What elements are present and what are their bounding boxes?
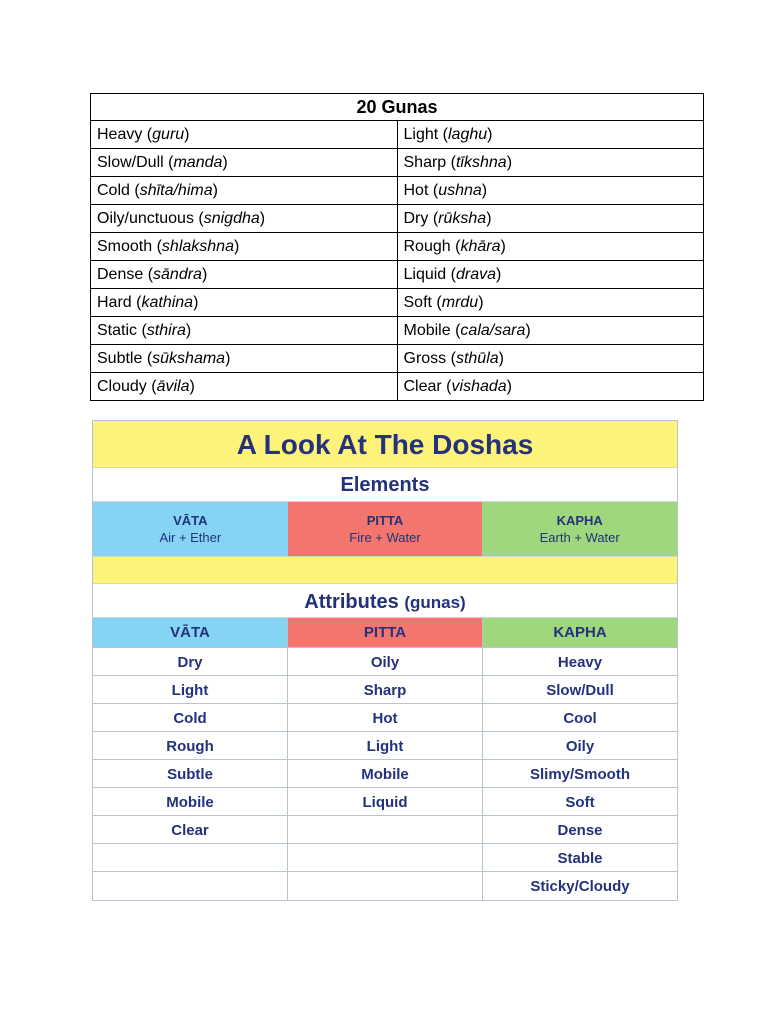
gunas-row [91, 177, 704, 205]
attribute-cell-vata: Rough [93, 732, 288, 760]
element-cell-kapha [482, 502, 677, 556]
attribute-cell-pitta: Liquid [288, 788, 483, 816]
attribute-cell-pitta: Hot [288, 704, 483, 732]
guna-english: Oily/unctuous [97, 209, 194, 227]
element-cell-vata [93, 502, 288, 556]
guna-right-cell: Gross (sthūla) [397, 345, 704, 373]
guna-right-cell: Mobile (cala/sara) [397, 317, 704, 345]
doshas-infographic [92, 420, 678, 901]
attribute-cell-pitta: Mobile [288, 760, 483, 788]
guna-left-cell: Oily/unctuous (snigdha) [91, 205, 398, 233]
element-composition: Earth + Water [539, 530, 620, 545]
gunas-row [91, 345, 704, 373]
attributes-heading [93, 584, 677, 618]
guna-english: Soft [403, 293, 432, 311]
gunas-row [91, 317, 704, 345]
attribute-cell-kapha: Dense [483, 816, 677, 844]
attribute-row [93, 788, 677, 816]
guna-english: Rough [403, 237, 451, 255]
gunas-row [91, 205, 704, 233]
column-header-kapha: KAPHA [483, 618, 677, 648]
guna-left-cell: Cold (shīta/hima) [91, 177, 398, 205]
attribute-row [93, 676, 677, 704]
attribute-cell-pitta: Oily [288, 648, 483, 676]
attributes-subheading: (gunas) [404, 593, 466, 612]
guna-english: Heavy [97, 125, 143, 143]
element-cell-pitta [288, 502, 483, 556]
gunas-row [91, 149, 704, 177]
attribute-cell-kapha: Slow/Dull [483, 676, 677, 704]
guna-english: Cold [97, 181, 130, 199]
guna-right-cell: Sharp (tīkshna) [397, 149, 704, 177]
attribute-cell-vata: Mobile [93, 788, 288, 816]
attribute-cell-vata: Light [93, 676, 288, 704]
guna-sanskrit: snigdha [203, 209, 260, 227]
guna-left-cell: Smooth (shlakshna) [91, 233, 398, 261]
guna-english: Gross [403, 349, 447, 367]
column-header-vata: VĀTA [93, 618, 288, 648]
attribute-row [93, 760, 677, 788]
guna-sanskrit: khāra [460, 237, 501, 255]
guna-left-cell: Subtle (sūkshama) [91, 345, 398, 373]
guna-sanskrit: sthūla [455, 349, 499, 367]
guna-english: Dense [97, 265, 144, 283]
guna-right-cell: Clear (vishada) [397, 373, 704, 401]
guna-sanskrit: sāndra [153, 265, 202, 283]
divider-band [93, 556, 677, 584]
guna-english: Cloudy [97, 377, 147, 395]
attribute-row [93, 872, 677, 900]
gunas-row [91, 233, 704, 261]
guna-english: Smooth [97, 237, 153, 255]
guna-sanskrit: tīkshna [455, 153, 507, 171]
guna-sanskrit: vishada [451, 377, 507, 395]
attribute-cell-vata: Subtle [93, 760, 288, 788]
guna-right-cell: Hot (ushna) [397, 177, 704, 205]
gunas-row [91, 121, 704, 149]
guna-sanskrit: ushna [438, 181, 482, 199]
guna-left-cell: Slow/Dull (manda) [91, 149, 398, 177]
guna-right-cell: Rough (khāra) [397, 233, 704, 261]
column-header-pitta: PITTA [288, 618, 483, 648]
guna-right-cell: Soft (mrdu) [397, 289, 704, 317]
attribute-row [93, 732, 677, 760]
guna-right-cell: Light (laghu) [397, 121, 704, 149]
gunas-body [91, 121, 704, 401]
attribute-cell-vata: Cold [93, 704, 288, 732]
attribute-cell-kapha: Stable [483, 844, 677, 872]
guna-english: Slow/Dull [97, 153, 164, 171]
guna-sanskrit: shlakshna [161, 237, 234, 255]
guna-sanskrit: āvila [156, 377, 190, 395]
attributes-header-row [93, 618, 677, 648]
element-name: PITTA [366, 513, 404, 528]
guna-english: Liquid [403, 265, 447, 283]
guna-english: Light [403, 125, 439, 143]
gunas-title: 20 Gunas [91, 94, 704, 121]
guna-sanskrit: cala/sara [460, 321, 526, 339]
gunas-title-row [91, 94, 704, 121]
guna-sanskrit: kathina [141, 293, 194, 311]
element-name: VĀTA [173, 513, 208, 528]
guna-english: Static [97, 321, 138, 339]
guna-left-cell: Dense (sāndra) [91, 261, 398, 289]
gunas-row [91, 373, 704, 401]
guna-left-cell: Hard (kathina) [91, 289, 398, 317]
attribute-cell-pitta [288, 816, 483, 844]
attribute-cell-pitta: Sharp [288, 676, 483, 704]
guna-sanskrit: drava [455, 265, 497, 283]
attribute-cell-kapha: Oily [483, 732, 677, 760]
attribute-cell-kapha: Heavy [483, 648, 677, 676]
elements-row [93, 502, 677, 556]
element-composition: Air + Ether [159, 530, 222, 545]
element-name: KAPHA [556, 513, 603, 528]
elements-heading: Elements [93, 468, 677, 502]
attribute-cell-pitta [288, 844, 483, 872]
guna-english: Dry [403, 209, 429, 227]
guna-sanskrit: manda [173, 153, 223, 171]
attribute-cell-vata: Dry [93, 648, 288, 676]
guna-sanskrit: guru [152, 125, 185, 143]
guna-sanskrit: sūkshama [152, 349, 226, 367]
guna-left-cell: Cloudy (āvila) [91, 373, 398, 401]
guna-english: Hot [403, 181, 429, 199]
doshas-title: A Look At The Doshas [93, 421, 677, 468]
guna-right-cell: Dry (rūksha) [397, 205, 704, 233]
attribute-row [93, 816, 677, 844]
gunas-row [91, 261, 704, 289]
attribute-row [93, 844, 677, 872]
attribute-row [93, 648, 677, 676]
attribute-cell-pitta: Light [288, 732, 483, 760]
guna-left-cell: Static (sthira) [91, 317, 398, 345]
guna-sanskrit: mrdu [441, 293, 479, 311]
gunas-row [91, 289, 704, 317]
attribute-cell-vata [93, 872, 288, 900]
guna-left-cell: Heavy (guru) [91, 121, 398, 149]
attributes-body [93, 648, 677, 900]
guna-english: Clear [403, 377, 442, 395]
guna-sanskrit: rūksha [438, 209, 487, 227]
guna-english: Sharp [403, 153, 447, 171]
guna-right-cell: Liquid (drava) [397, 261, 704, 289]
guna-sanskrit: laghu [447, 125, 488, 143]
attribute-cell-kapha: Slimy/Smooth [483, 760, 677, 788]
attribute-cell-kapha: Sticky/Cloudy [530, 878, 630, 895]
attribute-cell-vata: Clear [93, 816, 288, 844]
guna-english: Hard [97, 293, 132, 311]
gunas-table [90, 93, 704, 401]
guna-sanskrit: sthira [146, 321, 186, 339]
attribute-cell-kapha: Soft [483, 788, 677, 816]
attribute-row [93, 704, 677, 732]
element-composition: Fire + Water [349, 530, 421, 545]
guna-english: Subtle [97, 349, 143, 367]
attributes-heading-text: Attributes [304, 591, 399, 613]
attribute-cell-vata [93, 844, 288, 872]
guna-sanskrit: shīta/hima [139, 181, 213, 199]
attribute-cell-kapha: Cool [483, 704, 677, 732]
guna-english: Mobile [403, 321, 451, 339]
attribute-cell-pitta [288, 872, 483, 900]
